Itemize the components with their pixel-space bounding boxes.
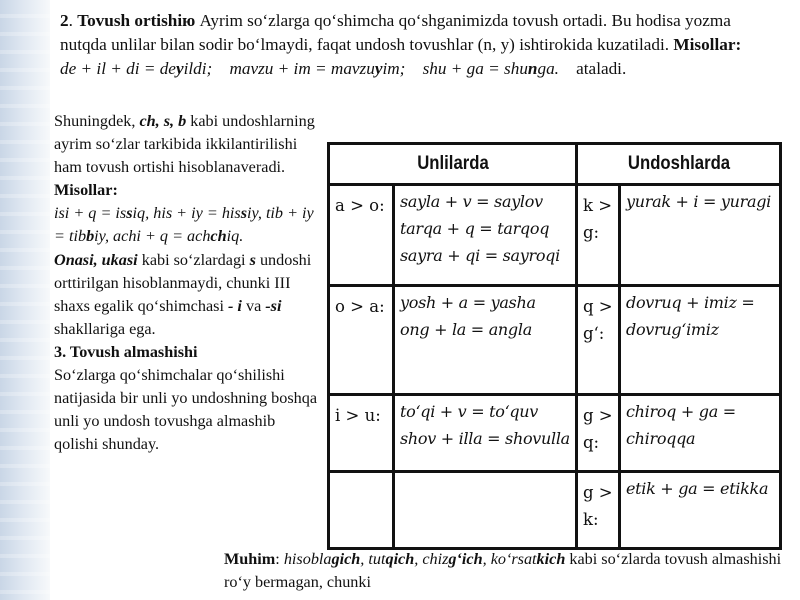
paragraph-tovush-ortishi: 2. Tovush ortishiю Ayrim so‘zlarga qo‘shimcha qo‘shganimizda tovush ortadi. Bu hodisa yozma nutqda unlilar bilan sodir bo‘lmaydi, faqat undosh tovushlar (n, y) ishtirokida kuzatiladi. Misollar: de + il + di = deyildi; mavzu + im = mavzuyim; shu + ga = shunga. ataladi. (60, 11, 742, 78)
vowel-pair: o > a: (329, 286, 394, 395)
misollar-label-2: Misollar: (54, 181, 118, 200)
vowel-pair: a > o: (329, 185, 394, 286)
example-deyildi: de + il + di = deyildi; (60, 59, 213, 78)
table-header-row (329, 144, 781, 185)
vowel-pair: i > u: (329, 395, 394, 472)
vowel-pair-empty (329, 472, 394, 549)
section-3-heading: 3. Tovush almashishi (54, 342, 198, 361)
paragraph-text: Ayrim so‘zlarga qo‘shimcha qo‘shganimizda tovush ortadi. Bu hodisa yozma nutqda unlilar bilan sodir bo‘lmaydi, faqat undosh tovushlar (n, y) ishtirokida kuzatiladi. (60, 11, 731, 54)
consonant-pair: g > k: (577, 472, 620, 549)
onasi-ukasi: Onasi, ukasi (54, 250, 138, 269)
almashish-text: So‘zlarga qo‘shimchalar qo‘shilishi natijasida bir unli yo undoshning boshqa unli yo undosh tovushga almashib qolishi shunday. (54, 366, 318, 454)
vowel-examples: sayla + v = saylov tarqa + q = tarqoq sayra + qi = sayroqi (394, 185, 577, 286)
section-heading: Tovush ortishi (77, 11, 183, 30)
example-shunga: shu + ga = shunga. (422, 59, 559, 78)
table-row (329, 395, 781, 472)
vowel-examples: to‘qi + v = to‘quv shov + illa = shovulla (394, 395, 577, 472)
ataladi-text: ataladi. (576, 59, 627, 78)
left-stripe-pattern (0, 0, 50, 600)
example-issiq-hissiy: isi + q = issiq, his + iy = hissiy, (54, 204, 262, 223)
paragraph-muhim: Muhim: hisoblagich, tutqich, chizg‘ich, ko‘rsatkich kabi so‘zlarda tovush almashishi ro‘y bermagan, chunki (224, 550, 782, 591)
vowel-examples-empty (394, 472, 577, 549)
consonant-pair: g > q: (577, 395, 620, 472)
misollar-label: Misollar: (673, 35, 742, 54)
consonant-pair: q > g‘: (577, 286, 620, 395)
consonant-examples: etik + ga = etikka (620, 472, 781, 549)
section-number: 2 (60, 11, 69, 30)
consonant-examples: yurak + i = yuragi (620, 185, 781, 286)
paragraph-ikkilantirish: Shuningdek, ch, s, b kabi undoshlarning ayrim so‘zlar tarkibida ikkilantirilishi ham tovush ortishi hisoblanaveradi. Misollar: isi + q = issiq, his + iy = hissiy, tib + iy = tibbiy, achi + q = achchiq. Onasi, ukasi kabi so‘zlardagi s undoshi orttirilgan hisoblanmaydi, chunki III shaxs egalik qo‘shimchasi - i va -si shakllariga ega. 3. Tovush almashishi So‘zlarga qo‘shimchalar qo‘shilishi natijasida bir unli yo undoshning boshqa unli yo undosh tovushga almashib qolishi shunday. (54, 112, 318, 454)
consonant-examples: chiroq + ga = chiroqqa (620, 395, 781, 472)
table-row (329, 185, 781, 286)
consonant-pair: k > g: (577, 185, 620, 286)
table-row (329, 472, 781, 549)
sound-alternation-table (327, 142, 782, 550)
header-unlilarda: Unlilarda (343, 144, 561, 185)
table-row (329, 286, 781, 395)
header-undoshlarda: Undoshlarda (589, 144, 769, 185)
consonant-list: ch, s, b (139, 112, 187, 130)
vowel-examples: yosh + a = yasha ong + la = angla (394, 286, 577, 395)
example-tibbiy-achchiq: tib + iy = tibbiy, achi + q = achchiq. (54, 204, 314, 246)
consonant-examples: dovruq + imiz = dovrug‘imiz (620, 286, 781, 395)
muhim-label: Muhim (224, 550, 276, 568)
muhim-examples: hisoblagich, tutqich, chizg‘ich, ko‘rsatkich (283, 550, 566, 568)
example-mavzuyim: mavzu + im = mavzuyim; (229, 59, 406, 78)
